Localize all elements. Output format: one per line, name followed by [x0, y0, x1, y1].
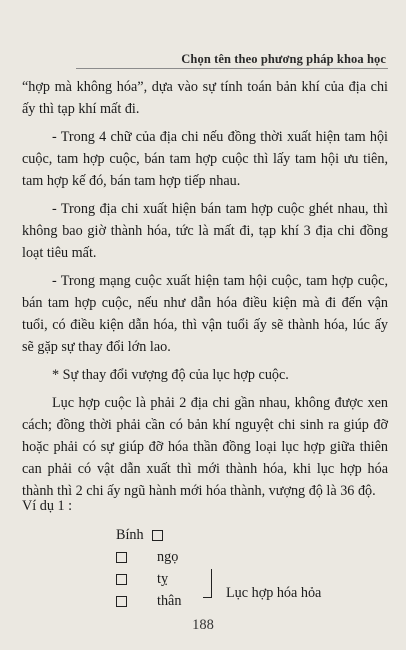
- empty-box: [116, 552, 127, 563]
- empty-box: [116, 574, 127, 585]
- paragraph-2: - Trong 4 chữ của địa chi nếu đồng thời xuất hiện tam hội cuộc, tam hợp cuộc, bán tam hợp cuộc thì lấy tam hội ưu tiên, tam hợp kế đó, bán tam hợp tiếp nhau.: [22, 129, 388, 189]
- pillar-label: tỵ: [157, 570, 169, 587]
- header-rule: [76, 68, 388, 69]
- combination-label: Lục hợp hóa hỏa: [226, 585, 322, 601]
- pillar-label: Bính: [116, 526, 144, 543]
- empty-box: [152, 530, 163, 541]
- example-pillars: [116, 524, 181, 612]
- paragraph-1: “hợp mà không hóa”, dựa vào sự tính toán bản khí của địa chi ấy thì tạp khí mất đi.: [22, 79, 388, 117]
- paragraph-3: - Trong địa chi xuất hiện bán tam hợp cuộc ghét nhau, thì không bao giờ thành hóa, tức là mất đi, tạp khí 3 địa chi đồng loạt tiêu mất.: [22, 201, 388, 261]
- pillar-label: ngọ: [157, 548, 179, 565]
- pillar-row: [116, 568, 181, 590]
- pillar-row: [116, 524, 181, 546]
- running-header: Chọn tên theo phương pháp khoa học: [181, 52, 386, 66]
- section-heading: * Sự thay đổi vượng độ của lục hợp cuộc.: [52, 367, 289, 383]
- body-text: [22, 76, 388, 508]
- example-label: Ví dụ 1 :: [22, 498, 73, 514]
- empty-box: [116, 596, 127, 607]
- paragraph-5: Lục hợp cuộc là phải 2 địa chi gần nhau, không được xen cách; đồng thời phải cần có bản khí nguyệt chi sinh ra giúp đỡ hoặc phải có sự giúp đỡ hóa thần đồng loại lục hợp giữa thiên can phải có vật dẫn xuất thì mới thành hóa, khi lục hợp hóa thành thì 2 chi ấy ngũ hành mới hóa thành, vượng độ là 36 độ.: [22, 395, 388, 499]
- pillar-row: [116, 590, 181, 612]
- paragraph-4: - Trong mạng cuộc xuất hiện tam hội cuộc, tam hợp cuộc, bán tam hợp cuộc, nếu như dẫn hóa điều kiện mà đi đến vận tuổi, có điều kiện dẫn hóa, thì vận tuổi ấy sẽ thành hóa, lúc ấy sẽ gặp sự thay đổi lớn lao.: [22, 273, 388, 355]
- page-number: 188: [192, 617, 214, 633]
- pillar-row: [116, 546, 181, 568]
- combination-bracket: [203, 569, 212, 598]
- pillar-label: thân: [157, 592, 182, 609]
